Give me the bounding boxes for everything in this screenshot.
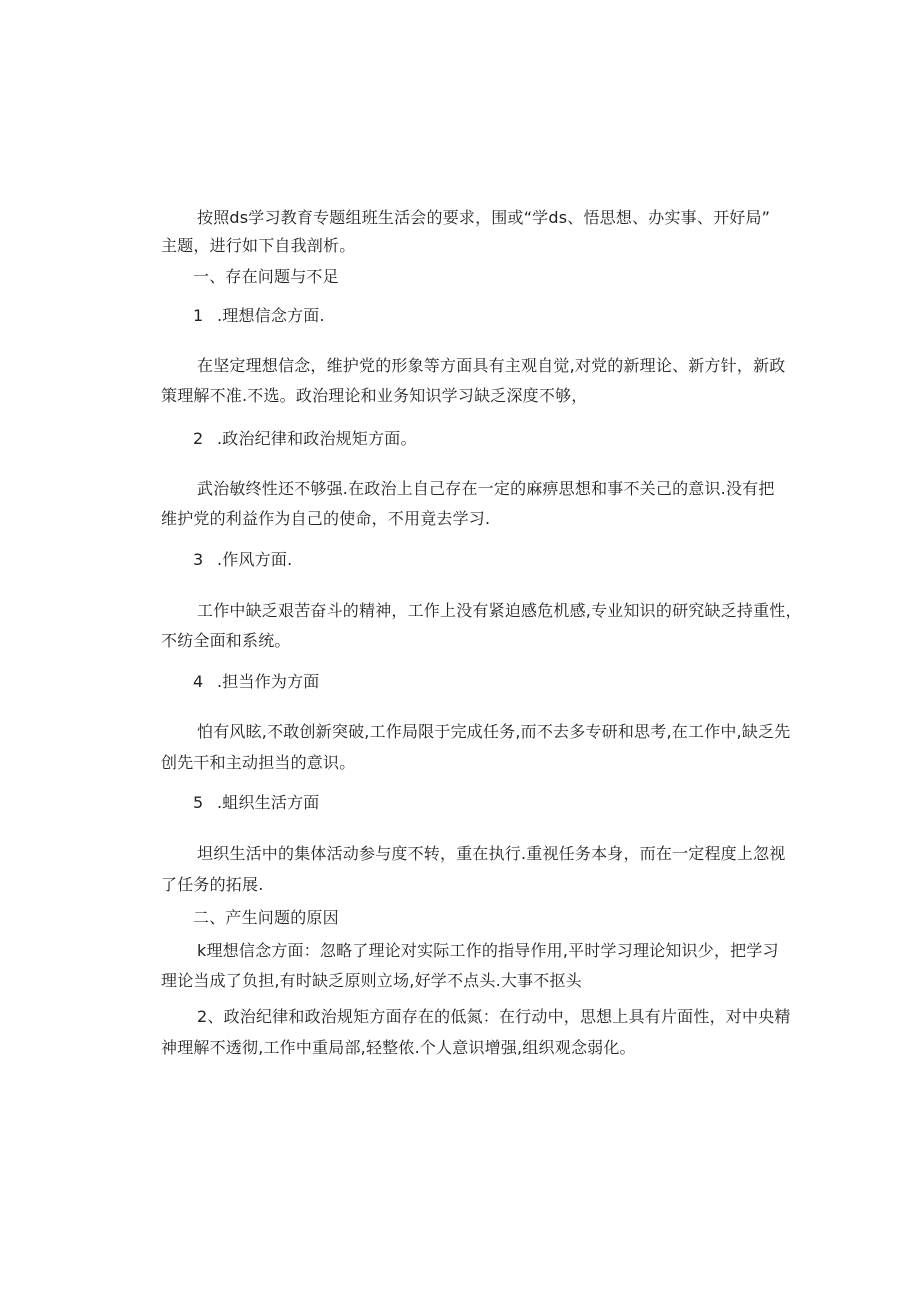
item-3-number: 3 — [193, 550, 204, 569]
item-4-number: 4 — [193, 672, 204, 691]
reason-2-line-2: 神理解不透彻,工作中重局部,轻整侬.个人意识增强,组织观念弱化。 — [161, 1038, 636, 1057]
item-3-title — [193, 549, 292, 571]
intro-line-2: 主题，进行如下自我剖析。 — [161, 236, 356, 255]
item-3-body-line-1: 工作中缺乏艰苦奋斗的精神，工作上没有紧迫感危机感,专业知识的研究缺乏持重性， — [197, 601, 802, 620]
item-1-title — [193, 305, 325, 327]
item-1-number: 1 — [193, 306, 204, 325]
item-5-title-text: .蛆织生活方面 — [217, 793, 320, 812]
item-1-body-line-1: 在坚定理想信念，维护党的形象等方面具有主观自觉,对党的新理论、新方针，新政 — [197, 356, 786, 375]
item-4-title — [193, 671, 320, 693]
item-3-title-text: .作风方面. — [217, 550, 293, 569]
item-5-title — [193, 792, 320, 814]
item-1-body-line-2: 策理解不准.不选。政治理论和业务知识学习缺乏深度不够， — [161, 386, 588, 405]
item-2-title — [193, 428, 417, 450]
reason-2-line-1: 2、政治纪律和政治规矩方面存在的低氮：在行动中，思想上具有片面性，对中央精 — [197, 1007, 791, 1026]
item-5-number: 5 — [193, 793, 204, 812]
item-4-body-line-1: 怕有风眩,不敢创新突破,工作局限于完成任务,而不去多专研和思考,在工作中,缺乏先 — [197, 722, 791, 741]
intro-line-1: 按照ds学习教育专题组班生活会的要求，围或“学ds、悟思想、办实事、开好局” — [197, 208, 771, 227]
item-2-title-text: .政治纪律和政治规矩方面。 — [217, 429, 417, 448]
item-3-body-line-2: 不纺全面和系统。 — [161, 631, 291, 650]
item-1-title-text: .理想信念方面. — [217, 306, 325, 325]
item-5-body-line-2: 了任务的拓展. — [161, 875, 264, 894]
reason-1-line-1: k理想信念方面：忽略了理论对实际工作的指导作用,平时学习理论知识少，把学习 — [197, 941, 779, 960]
section-1-heading: 一、存在问题与不足 — [193, 267, 339, 286]
reason-1-line-2: 理论当成了负担,有时缺乏原则立场,好学不点头.大事不抠头 — [161, 971, 582, 990]
item-5-body-line-1: 坦织生活中的集体活动参与度不转，重在执行.重视任务本身，而在一定程度上忽视 — [197, 844, 786, 863]
item-2-body-line-1: 武治敏终性还不够强.在政治上自己存在一定的麻痹思想和事不关己的意识.没有把 — [197, 479, 775, 498]
item-4-body-line-2: 创先干和主动担当的意识。 — [161, 753, 356, 772]
item-2-body-line-2: 维护党的利益作为自己的使命，不用竟去学习. — [161, 509, 491, 528]
item-4-title-text: .担当作为方面 — [217, 672, 320, 691]
section-2-heading: 二、产生问题的原因 — [193, 908, 339, 927]
item-2-number: 2 — [193, 429, 204, 448]
